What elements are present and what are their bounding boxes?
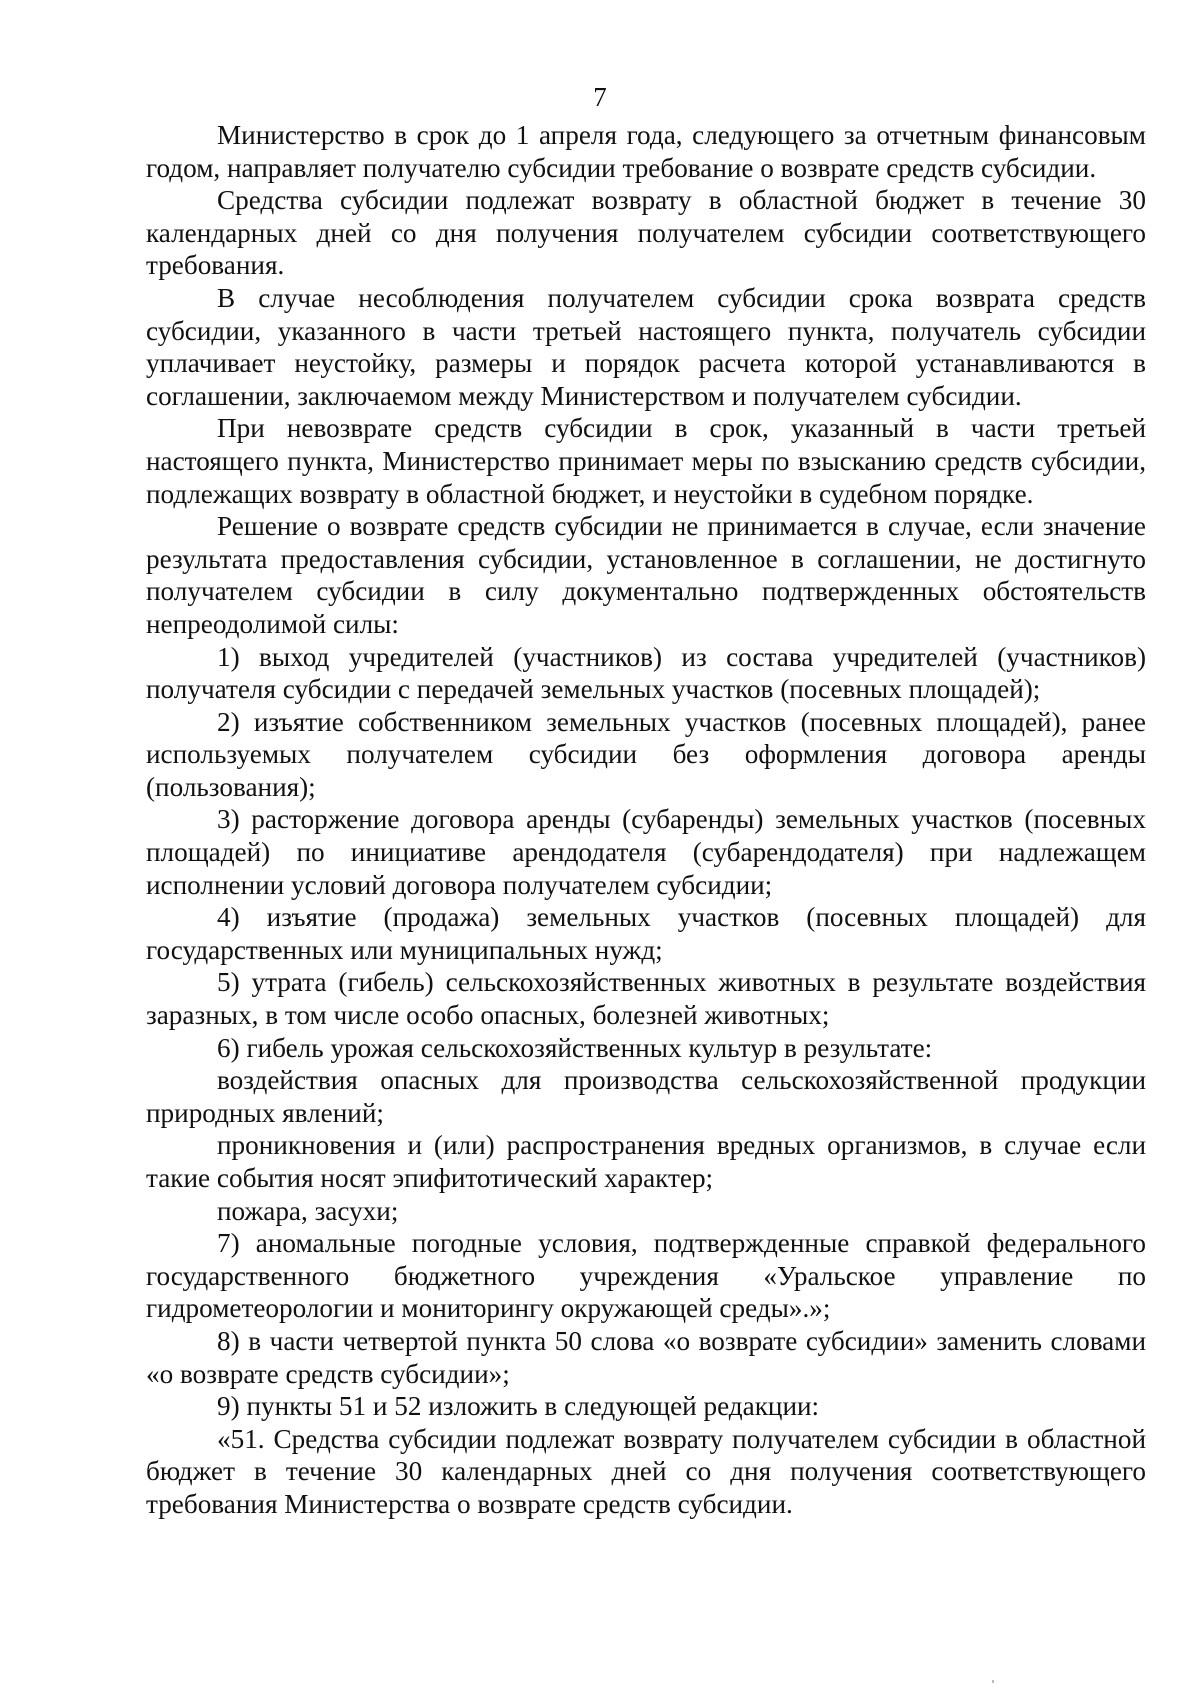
list-item-6-sub-2: проникновения и (или) распространения вредных организмов, в случае если такие события носят эпифитотический характер; [146,1130,1146,1193]
document-body [146,119,1146,1521]
paragraph-court-recovery: При невозврате средств субсидии в срок, указанный в части третьей настоящего пункта, Министерство принимает меры по взысканию средств субсидии, подлежащих возврату в областной бюджет, и неустойки в судебном порядке. [146,413,1146,509]
list-item-6: 6) гибель урожая сельскохозяйственных культур в результате: [217,1032,933,1063]
paragraph-penalty: В случае несоблюдения получателем субсидии срока возврата средств субсидии, указанного в части третьей настоящего пункта, получатель субсидии уплачивает неустойку, размеры и порядок расчета которой устанавливаются в соглашении, заключаемом между Министерством и получателем субсидии. [146,282,1146,411]
list-item-2: 2) изъятие собственником земельных участков (посевных площадей), ранее используемых получателем субсидии без оформления договора аренды (пользования); [146,706,1146,802]
scan-speck [992,1680,994,1683]
page-number: 7 [593,82,607,112]
list-item-3: 3) расторжение договора аренды (субаренды) земельных участков (посевных площадей) по инициативе арендодателя (субарендодателя) при надлежащем исполнении условий договора получателем субсидии; [146,804,1146,900]
amendment-item-9: 9) пункты 51 и 52 изложить в следующей редакции: [217,1391,820,1422]
clause-51: «51. Средства субсидии подлежат возврату получателем субсидии в областной бюджет в течение 30 календарных дней со дня получения соответствующего требования Министерства о возврате средств субсидии. [146,1423,1146,1519]
list-item-4: 4) изъятие (продажа) земельных участков (посевных площадей) для государственных или муниципальных нужд; [146,902,1146,965]
paragraph-refund-demand: Министерство в срок до 1 апреля года, следующего за отчетным финансовым годом, направляет получателю субсидии требование о возврате средств субсидии. [146,120,1146,183]
paragraph-force-majeure: Решение о возврате средств субсидии не принимается в случае, если значение результата предоставления субсидии, установленное в соглашении, не достигнуто получателем субсидии в силу документально подтвержденных обстоятельств непреодолимой силы: [146,511,1146,639]
amendment-item-8: 8) в части четвертой пункта 50 слова «о возврате субсидии» заменить словами «о возврате средств субсидии»; [146,1325,1146,1389]
list-item-7: 7) аномальные погодные условия, подтвержденные справкой федерального государственного бюджетного учреждения «Уральское управление по гидрометеорологии и мониторингу окружающей среды».»; [146,1228,1146,1324]
list-item-6-sub-3: пожара, засухи; [217,1195,399,1226]
list-item-5: 5) утрата (гибель) сельскохозяйственных животных в результате воздействия заразных, в том числе особо опасных, болезней животных; [146,967,1146,1031]
list-item-1: 1) выход учредителей (участников) из состава учредителей (участников) получателя субсидии с передачей земельных участков (посевных площадей); [146,641,1146,705]
list-item-6-sub-1: воздействия опасных для производства сельскохозяйственной продукции природных явлений; [146,1065,1146,1128]
paragraph-refund-term: Средства субсидии подлежат возврату в областной бюджет в течение 30 календарных дней со дня получения получателем субсидии соответствующего требования. [146,185,1146,281]
